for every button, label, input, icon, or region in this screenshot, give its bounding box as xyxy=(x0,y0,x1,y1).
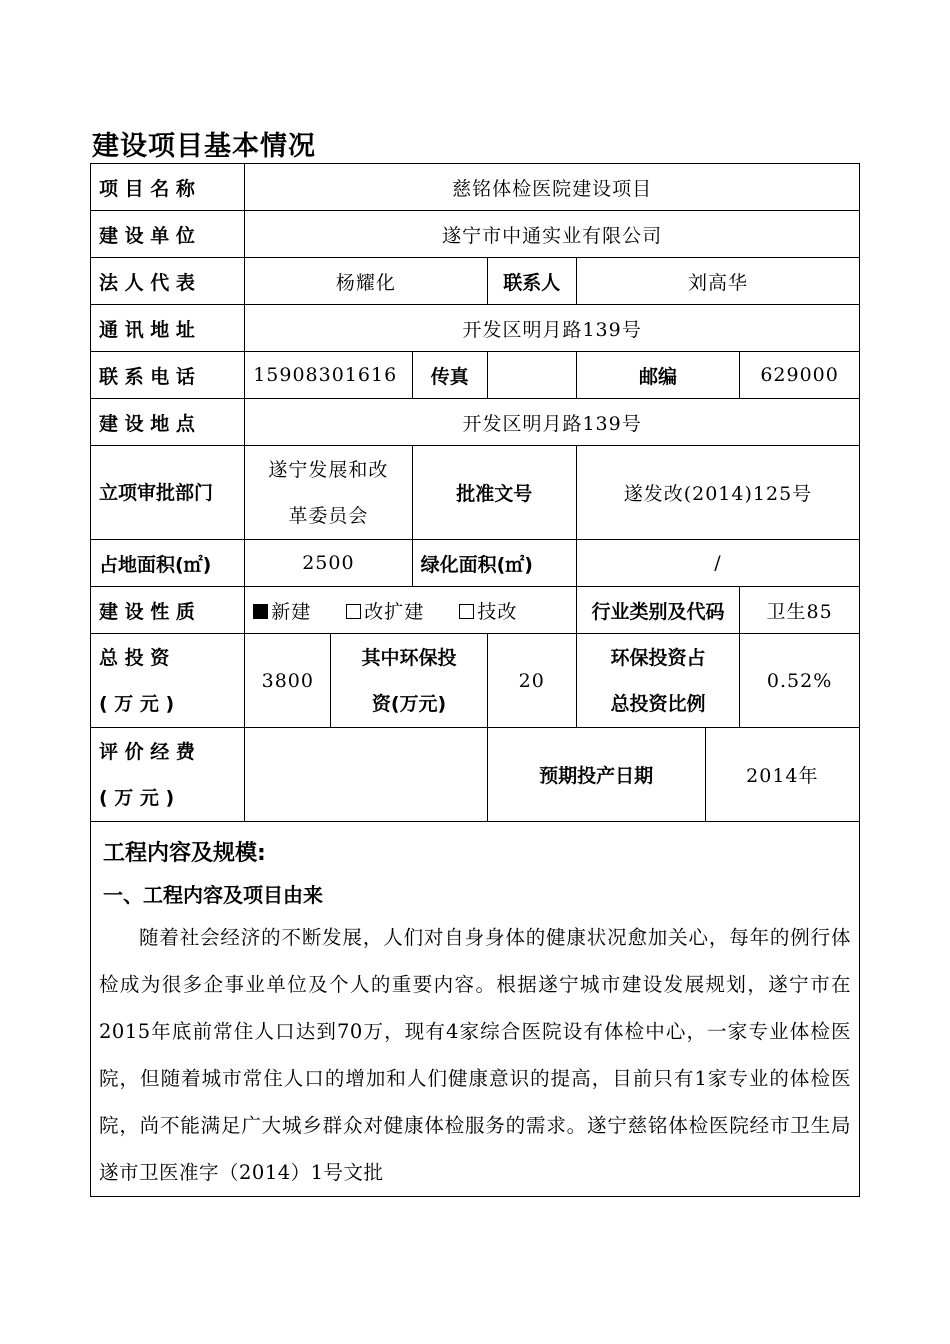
row-nature xyxy=(91,587,860,634)
label-approval-no: 批准文号 xyxy=(412,446,576,540)
label-eval-fee-line1: 评 价 经 费 xyxy=(99,740,195,763)
page-title: 建设项目基本情况 xyxy=(92,131,316,162)
label-total-invest xyxy=(91,634,245,728)
nature-option-label: 新建 xyxy=(271,600,312,623)
checkbox-empty-icon xyxy=(459,604,474,619)
label-approval-dept: 立项审批部门 xyxy=(91,446,245,540)
label-eval-fee-line2: ( 万 元 ) xyxy=(99,786,175,809)
value-builder: 遂宁市中通实业有限公司 xyxy=(245,211,860,258)
value-phone: 15908301616 xyxy=(245,352,412,399)
label-nature: 建 设 性 质 xyxy=(91,587,245,634)
label-env-invest xyxy=(331,634,487,728)
row-content xyxy=(91,822,860,1197)
value-project-name: 慈铭体检医院建设项目 xyxy=(245,164,860,211)
value-approval-dept-line2: 革委员会 xyxy=(288,504,369,527)
row-approval xyxy=(91,446,860,540)
label-env-ratio xyxy=(576,634,739,728)
value-fax xyxy=(487,352,576,399)
value-total-invest: 3800 xyxy=(245,634,331,728)
label-fax: 传真 xyxy=(412,352,487,399)
row-investment xyxy=(91,634,860,728)
label-env-invest-line2: 资(万元) xyxy=(371,692,447,715)
value-legal-rep: 杨耀化 xyxy=(245,258,487,305)
value-green-area: / xyxy=(576,540,859,587)
label-project-name: 项 目 名 称 xyxy=(91,164,245,211)
nature-option-new xyxy=(253,601,311,623)
row-site xyxy=(91,399,860,446)
value-site: 开发区明月路139号 xyxy=(245,399,860,446)
value-land-area: 2500 xyxy=(245,540,412,587)
value-approval-dept-line1: 遂宁发展和改 xyxy=(268,458,389,481)
row-area xyxy=(91,540,860,587)
project-content xyxy=(91,822,860,1197)
label-env-ratio-line2: 总投资比例 xyxy=(610,692,706,715)
label-green-area: 绿化面积(㎡) xyxy=(412,540,576,587)
row-phone xyxy=(91,352,860,399)
label-postcode: 邮编 xyxy=(576,352,739,399)
label-eval-fee xyxy=(91,728,245,822)
nature-option-tech xyxy=(459,601,517,623)
value-start-date: 2014年 xyxy=(705,728,859,822)
row-address xyxy=(91,305,860,352)
label-env-ratio-line1: 环保投资占 xyxy=(610,646,706,669)
value-approval-no: 遂发改(2014)125号 xyxy=(576,446,859,540)
row-builder xyxy=(91,211,860,258)
content-section-title: 工程内容及规模: xyxy=(103,841,266,866)
value-env-ratio: 0.52% xyxy=(740,634,860,728)
nature-option-label: 技改 xyxy=(477,600,518,623)
label-phone: 联 系 电 话 xyxy=(91,352,245,399)
row-project-name xyxy=(91,164,860,211)
value-address: 开发区明月路139号 xyxy=(245,305,860,352)
content-paragraph: 随着社会经济的不断发展，人们对自身身体的健康状况愈加关心，每年的例行体检成为很多企事业单位及个人的重要内容。根据遂宁城市建设发展规划，遂宁市在2015年底前常住人口达到70万，现有4家综合医院设有体检中心，一家专业体检医院，但随着城市常住人口的增加和人们健康意识的提高，目前只有1家专业的体检医院，尚不能满足广大城乡群众对健康体检服务的需求。遂宁慈铭体检医院经市卫生局遂市卫医准字（2014）1号文批 xyxy=(99,926,851,1184)
label-legal-rep: 法 人 代 表 xyxy=(91,258,245,305)
label-industry: 行业类别及代码 xyxy=(576,587,739,634)
label-total-invest-line1: 总 投 资 xyxy=(99,646,170,669)
label-total-invest-line2: ( 万 元 ) xyxy=(99,692,175,715)
content-sub-title: 一、工程内容及项目由来 xyxy=(103,883,323,907)
label-land-area: 占地面积(㎡) xyxy=(91,540,245,587)
label-site: 建 设 地 点 xyxy=(91,399,245,446)
row-eval-fee xyxy=(91,728,860,822)
value-approval-dept xyxy=(245,446,412,540)
value-env-invest: 20 xyxy=(487,634,576,728)
value-postcode: 629000 xyxy=(740,352,860,399)
nature-option-expand xyxy=(346,601,424,623)
nature-options xyxy=(245,587,577,634)
label-builder: 建 设 单 位 xyxy=(91,211,245,258)
value-industry: 卫生85 xyxy=(740,587,860,634)
label-contact: 联系人 xyxy=(487,258,576,305)
checkbox-checked-icon xyxy=(253,604,268,619)
nature-option-label: 改扩建 xyxy=(364,600,425,623)
checkbox-empty-icon xyxy=(346,604,361,619)
value-contact: 刘高华 xyxy=(576,258,859,305)
row-legal-rep xyxy=(91,258,860,305)
label-address: 通 讯 地 址 xyxy=(91,305,245,352)
value-eval-fee xyxy=(245,728,487,822)
project-info-table xyxy=(90,163,860,1197)
label-env-invest-line1: 其中环保投 xyxy=(361,646,457,669)
label-start-date: 预期投产日期 xyxy=(487,728,705,822)
